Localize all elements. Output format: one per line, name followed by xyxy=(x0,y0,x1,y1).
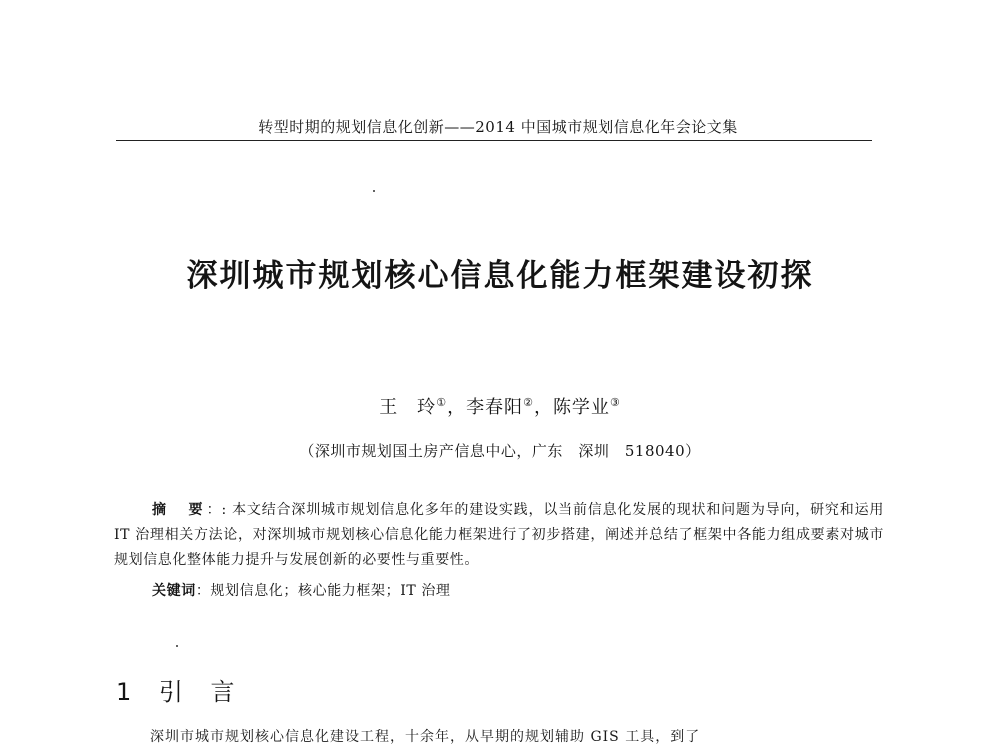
affiliation: （深圳市规划国土房产信息中心，广东 深圳 518040） xyxy=(299,442,701,460)
author: 王 玲① xyxy=(379,396,448,418)
abstract-text: ：: 本文结合深圳城市规划信息化多年的建设实践，以当前信息化发展的现状和问题为导向，研究和运用 IT 治理相关方法论，对深圳城市规划核心信息化能力框架进行了初步搭建，阐述并总结了框架中各能力组成要素对城市规划信息化整体能力提升与发展创新的必要性与重要性。 xyxy=(114,502,884,568)
header-rule xyxy=(116,140,872,141)
scan-speck xyxy=(176,645,178,647)
paper-title: 深圳城市规划核心信息化能力框架建设初探 xyxy=(186,258,814,294)
abstract xyxy=(114,498,884,573)
author-list: 王 玲①，李春阳②，陈学业③ xyxy=(379,396,621,418)
author: 李春阳② xyxy=(466,396,534,418)
keywords-text: ：规划信息化；核心能力框架；IT 治理 xyxy=(195,583,451,599)
abstract-label: 摘 要 xyxy=(152,502,207,518)
author: 陈学业③ xyxy=(552,396,621,418)
section-number: 1 xyxy=(116,678,142,706)
section-title: 引 言 xyxy=(158,678,245,706)
keywords xyxy=(152,580,872,600)
body-text-cut-off: 深圳市城市规划核心信息化建设工程，十余年，从早期的规划辅助 GIS 工具，到了 xyxy=(150,729,701,745)
scan-speck xyxy=(373,190,375,192)
section-heading xyxy=(116,672,245,707)
running-header: 转型时期的规划信息化创新——2014 中国城市规划信息化年会论文集 xyxy=(258,118,738,136)
keywords-label: 关键词 xyxy=(152,583,196,599)
